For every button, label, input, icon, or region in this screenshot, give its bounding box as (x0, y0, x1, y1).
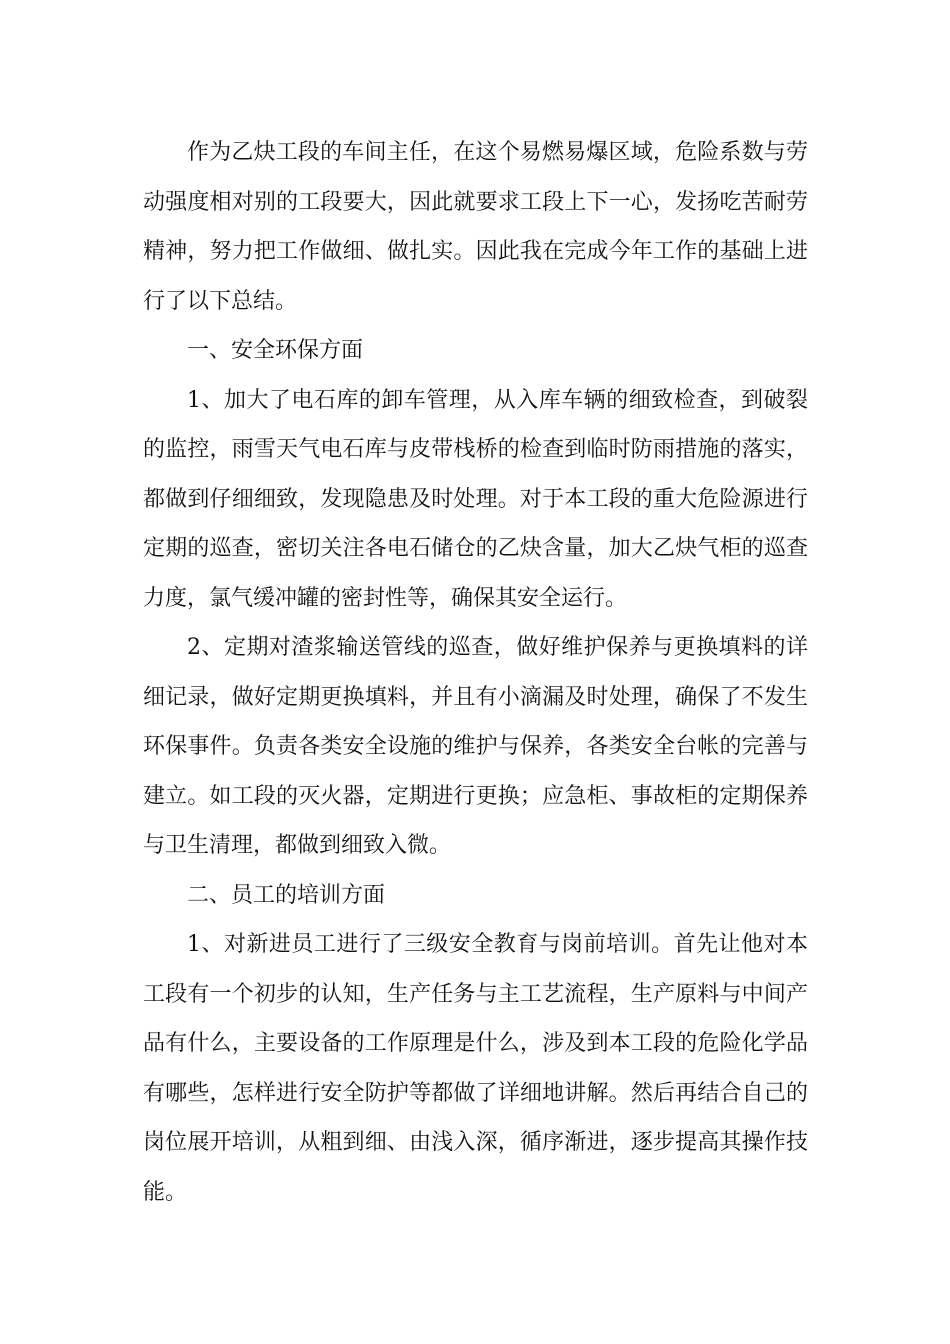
section-heading-safety: 一、安全环保方面 (187, 338, 364, 363)
paragraph-intro: 作为乙炔工段的车间主任，在这个易燃易爆区域，危险系数与劳动强度相对别的工段要大，因此就要求工段上下一心，发扬吃苦耐劳精神，努力把工作做细、做扎实。因此我在完成今年工作的基础上进行了以下总结。 (143, 140, 808, 314)
paragraph-safety-1: 1、加大了电石库的卸车管理，从入库车辆的细致检查，到破裂的监控，雨雪天气电石库与皮带栈桥的检查到临时防雨措施的落实，都做到仔细细致，发现隐患及时处理。对于本工段的重大危险源进行定期的巡查，密切关注各电石储仓的乙炔含量，加大乙炔气柜的巡查力度，氯气缓冲罐的密封性等，确保其安全运行。 (143, 387, 808, 611)
paragraph-safety-2: 2、定期对渣浆输送管线的巡查，做好维护保养与更换填料的详细记录，做好定期更换填料，并且有小滴漏及时处理，确保了不发生环保事件。负责各类安全设施的维护与保养，各类安全台帐的完善与建立。如工段的灭火器，定期进行更换；应急柜、事故柜的定期保养与卫生清理，都做到细致入微。 (143, 635, 808, 858)
paragraph-training-1: 1、对新进员工进行了三级安全教育与岗前培训。首先让他对本工段有一个初步的认知，生产任务与主工艺流程，生产原料与中间产品有什么，主要设备的工作原理是什么，涉及到本工段的危险化学品有哪些，怎样进行安全防护等都做了详细地讲解。然后再结合自己的岗位展开培训，从粗到细、由浅入深，循序渐进，逐步提高其操作技能。 (143, 932, 808, 1205)
section-heading-training: 二、员工的培训方面 (187, 882, 386, 908)
document-body (143, 128, 808, 1217)
